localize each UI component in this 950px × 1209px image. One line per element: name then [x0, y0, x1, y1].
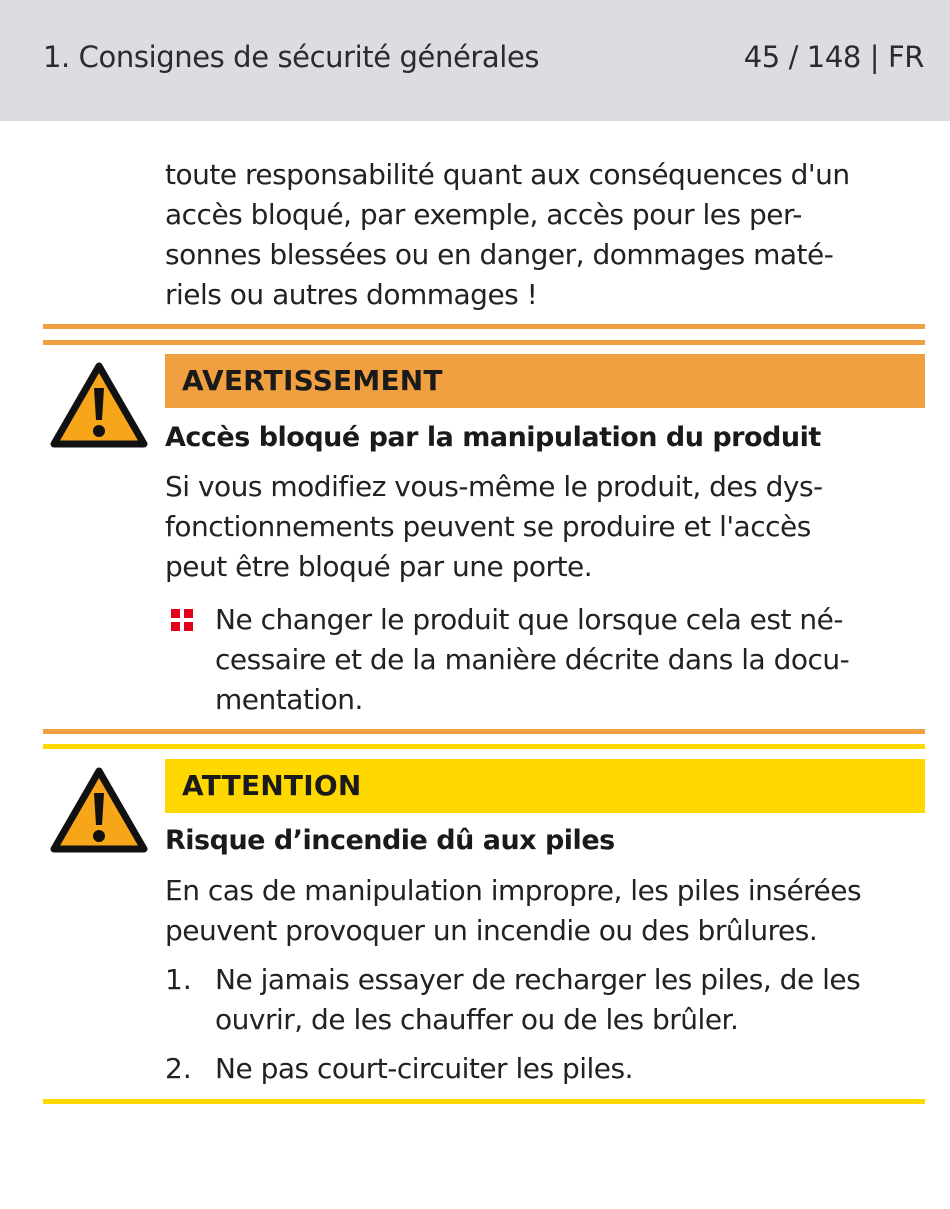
- warning-banner: AVERTISSEMENT: [165, 354, 925, 408]
- step-line: Ne jamais essayer de recharger les piles, de les: [215, 963, 861, 996]
- warning-body-line: fonctionnements peuvent se produire et l'accès: [165, 510, 811, 543]
- warning-bullet-item: [215, 600, 849, 720]
- warning-body-line: Si vous modifiez vous-même le produit, des dys-: [165, 470, 823, 503]
- warning-second-rule: [43, 340, 925, 345]
- warning-body-line: peut être bloqué par une porte.: [165, 550, 593, 583]
- warning-triangle-icon: [50, 362, 148, 448]
- warning-top-rule: [43, 324, 925, 329]
- warning-bottom-rule: [43, 729, 925, 734]
- caution-step-2: [215, 1049, 633, 1089]
- caution-bottom-rule: [43, 1099, 925, 1104]
- caution-body-line: peuvent provoquer un incendie ou des brûlures.: [165, 914, 818, 947]
- intro-line: sonnes blessées ou en danger, dommages maté-: [165, 238, 834, 271]
- intro-line: toute responsabilité quant aux conséquences d'un: [165, 158, 850, 191]
- page-header: [0, 0, 950, 121]
- chapter-title: 1. Consignes de sécurité générales: [43, 40, 540, 74]
- caution-body: [165, 871, 861, 951]
- warning-body: [165, 467, 823, 587]
- step-number: 1.: [165, 963, 192, 996]
- intro-paragraph: [165, 155, 925, 315]
- red-square-bullet-icon: [171, 609, 193, 631]
- page-indicator: 45 / 148 | FR: [743, 40, 924, 74]
- warning-bullet-line: mentation.: [215, 683, 363, 716]
- warning-heading: Accès bloqué par la manipulation du produit: [165, 422, 821, 453]
- caution-banner: ATTENTION: [165, 759, 925, 813]
- intro-line: accès bloqué, par exemple, accès pour les per-: [165, 198, 802, 231]
- step-line: ouvrir, de les chauffer ou de les brûler.: [215, 1003, 739, 1036]
- caution-body-line: En cas de manipulation impropre, les piles insérées: [165, 874, 862, 907]
- caution-top-rule: [43, 744, 925, 749]
- step-line: Ne pas court-circuiter les piles.: [215, 1052, 634, 1085]
- step-number: 2.: [165, 1052, 192, 1085]
- caution-heading: Risque d’incendie dû aux piles: [165, 825, 615, 856]
- warning-bullet-line: Ne changer le produit que lorsque cela est né-: [215, 603, 843, 636]
- intro-line: riels ou autres dommages !: [165, 278, 538, 311]
- caution-step-1: [215, 960, 860, 1040]
- warning-triangle-icon: [50, 767, 148, 853]
- warning-bullet-line: cessaire et de la manière décrite dans la docu-: [215, 643, 850, 676]
